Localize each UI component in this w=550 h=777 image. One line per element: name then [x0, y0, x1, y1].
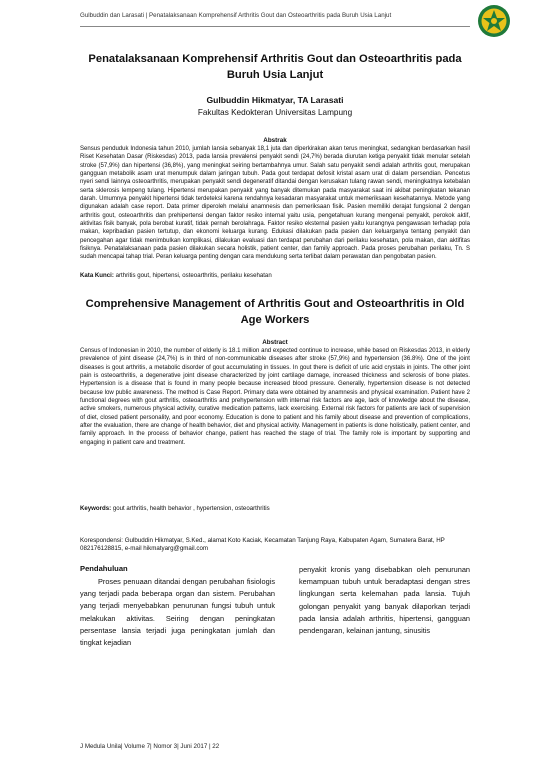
- abstract-text-indonesian: Sensus penduduk Indonesia tahun 2010, jumlah lansia sebanyak 18,1 juta dan diperkirakan akan terus meningkat, sedangkan berdasarkan hasil Riset Kesehatan Dasar (Riskesdas) 2013, pada lansia prevalensi penyakit sendi (24,7%) berada diurutan ketiga penyakit tidak menular setelah stroke (57,9%) dan hipertensi (36,8%), yang meningkat seiring bertambahnya umur. Salah satu penyakit sendi adalah arthritis gout, merupakan gangguan metabolik asam urat menumpuk dalam jaringan tubuh. Pada gout terdapat defosit kristal asam urat di dalam persendian. Pencetus nyeri sendi lainnya osteoarthritis, merupakan penyakit sendi degeneratif ditandai dengan kerusakan tulang rawan sendi, meningkatnya ketebalan serta sklerosis lempeng tulang. Hipertensi merupakan penyakit yang banyak ditemukan pada masyarakat saat ini akibat peningkatan tekanan darah. Umumnya penyakit hipertensi tidak terdeteksi karena rendahnya kesadaran masyarakat untuk memeriksaan kesehatannya. Metode yang digunakan adalah case report. Data primer diperoleh melalui anamnesis dan pemeriksaan fisik. Pasien memiliki derajat fungsional 2 dengan arthritis gout, osteoarthritis dan prehipertensi dengan faktor resiko internal yaitu usia, pengetahuan kurang mengenai penyakit, perokok aktif, aktivitas fisik banyak, pola berobat kuratif, tidak pernah berolahraga. Faktor resiko eksternal pasien yaitu kurangnya pengawasan terhadap pola makan, kepribadian pasien tertutup, dan ekonomi keluarga kurang. Edukasi dilakukan pada pasien dan keluarganya tentang penyakit dan pencegahan agar tidak menimbulkan komplikasi, dilakukan evaluasi dan terdapat perubahan dari perilaku kesehatan, pola makan, dan aktifitas fisiknya. Penatalaksanaan pada pasien dilakukan secara holistik, patient center, dan family approach. Pada proses perubahan perilaku, Tn. S sudah mencapai tahap trial. Peran keluarga penting dengan cara mendukung serta terlibat dalam perawatan dan pengobatan pasien.: [80, 146, 470, 261]
- article-title-indonesian: Penatalaksanaan Komprehensif Arthritis Gout dan Osteoarthritis pada Buruh Usia Lanjut: [88, 53, 462, 81]
- keywords-value: arthritis gout, hipertensi, osteoarthritis, perilaku kesehatan: [115, 272, 272, 279]
- abstract-heading-english: Abstract: [262, 339, 288, 346]
- abstract-text-english: Census of Indonesian in 2010, the number of elderly is 18.1 million and expected continue to increase, while based on Riskesdas 2013, in elderly prevalence of joint disease (24,7%) is in third of non-communicable diseases after stroke (57,9%) and hypertension (36.8%). One of the joint diseases is gout arthritis, a metabolic disorder of gout accumulating in tissues. In gout there is deficit of uric acid crystals in joints. The other joint pain is osteoarthritis, a degenerative joint disease characterized by joint cartilage damage, increased thickness and sclerosis of bone plates. Hypertension is a disease that is found in many people because increased blood pressure. Generally, hypertension disease is not detected because low public awareness. The method is Case Report. Primary data were obtained by anamnesis and physical examination. Patient have 2 functional degrees with gout arthritis, osteoarthritis and prehypertension with internal risk factors are age, lack of knowledge about the disease, active smokers, numerous physical activity, curative medication patterns, lack exercising. External risk factors for patients are lack of supervision of diet, closed patient personality, and poor economy. Education is done to patient and his family about disease and prevention of complications, after the evaluation, there are change of health behavior, diet and physical activity. Management in patients is done holistically, patient center, and family approach. In the process of behavior change, patient has reached the stage of trial. The family role is important by supporting and engaging in patient care and treatment.: [80, 348, 470, 446]
- page-footer: J Medula Unila| Volume 7| Nomor 3| Juni 2017 | 22: [80, 743, 220, 750]
- abstract-heading-indonesian: Abstrak: [263, 137, 287, 144]
- keywords-label: Keywords:: [80, 505, 112, 512]
- correspondence-note: Korespondensi: Gulbuddin Hikmatyar, S.Ked., alamat Koto Kaciak, Kecamatan Tanjung Raya, Kabupaten Agam, Sumatera Barat, HP 082176128815, e-mail hikmatyarg@gmail.com: [80, 537, 445, 553]
- article-title-english: Comprehensive Management of Arthritis Gout and Osteoarthritis in Old Age Workers: [85, 298, 465, 326]
- author-affiliation: Fakultas Kedokteran Universitas Lampung: [197, 108, 353, 117]
- running-header: Gulbuddin dan Larasati | Penatalaksanaan Komprehensif Arthritis Gout dan Osteoarthritis pada Buruh Usia Lanjut: [80, 12, 392, 19]
- keywords-indonesian: [80, 272, 470, 280]
- university-logo-icon: [477, 4, 511, 38]
- header-divider: [80, 26, 470, 27]
- keywords-english: [80, 505, 470, 513]
- section-heading-introduction: Pendahuluan: [80, 564, 128, 573]
- keywords-value: gout arthritis, health behavior , hypertension, osteoarthritis: [112, 505, 270, 512]
- author-list: Gulbuddin Hikmatyar, TA Larasati: [206, 95, 344, 105]
- body-column-right: [299, 564, 470, 637]
- body-column-left: [80, 564, 275, 649]
- keywords-label: Kata Kunci:: [80, 272, 114, 279]
- introduction-paragraph-right: penyakit kronis yang disebabkan oleh penurunan kemampuan tubuh untuk beradaptasi dengan stres lingkungan serta kelemahan pada lansia. Tujuh golongan penyakit yang banyak dilaporkan terjadi pada lansia adalah arthritis, hipertensi, gangguan pendengaran, kelainan jantung, sinusitis: [299, 565, 470, 636]
- introduction-paragraph-left: Proses penuaan ditandai dengan perubahan fisiologis yang terjadi pada beberapa organ dan sistem. Perubahan yang terjadi menyebabkan penurunan fungsi tubuh untuk melakukan aktivitas. Seiring dengan peningkatan persentase lansia terjadi juga peningkatan jumlah dan tingkat kejadian: [80, 577, 275, 648]
